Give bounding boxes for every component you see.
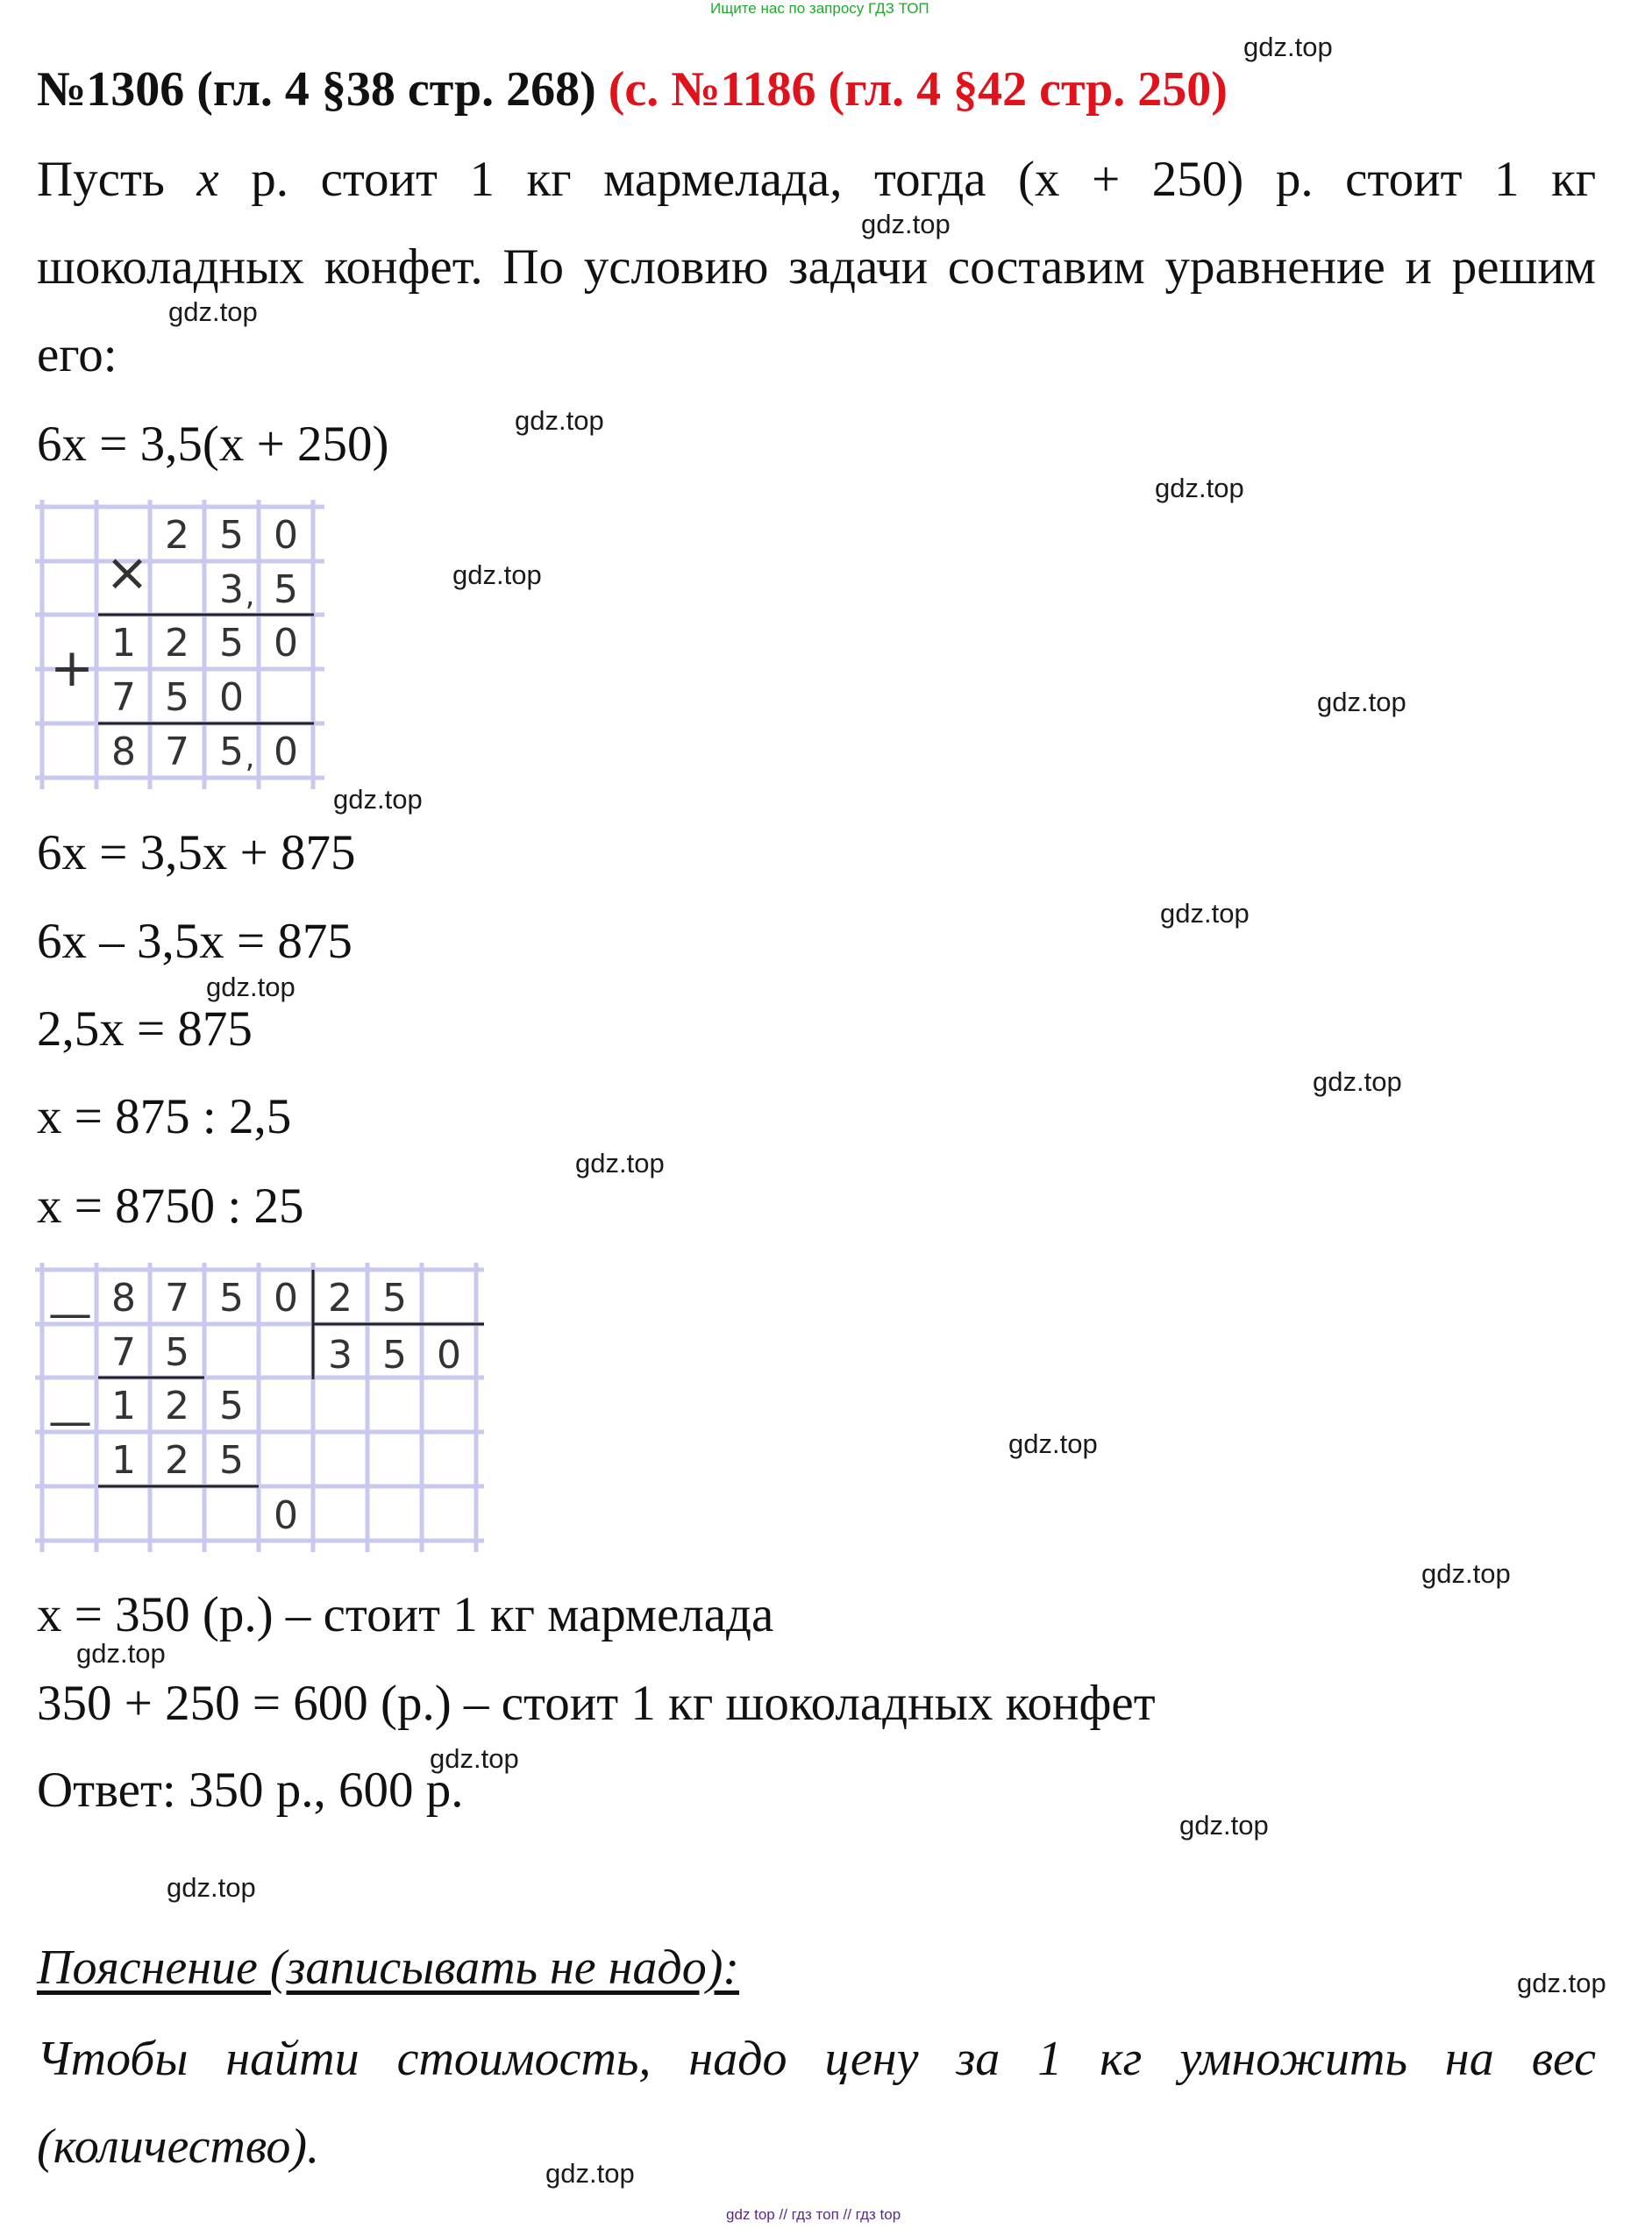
div-digit: 5 [382,1276,407,1321]
page-title [37,61,1228,118]
div-digit: 7 [111,1330,136,1375]
note-text [37,2015,1596,2190]
equation-2: 6x = 3,5x + 875 [37,825,356,880]
answer: Ответ: 350 р., 600 р. [37,1763,464,1818]
equation-1: 6x = 3,5(x + 250) [37,417,389,472]
equation-6: x = 8750 : 25 [37,1179,304,1234]
div-digit: 8 [111,1276,136,1321]
footer[interactable]: gdz top // гдз топ // гдз top [726,2206,901,2223]
title-alt: (с. №1186 (гл. 4 §42 стр. 250) [608,62,1228,117]
watermark: gdz.top [76,1638,166,1669]
div-minus: — [48,1288,92,1339]
note-heading: Пояснение (записывать не надо): [37,1941,740,1995]
mul-digit: 0 [274,513,298,558]
watermark: gdz.top [333,784,423,815]
add-op: + [49,637,95,699]
mul-digit: 2 [165,513,189,558]
div-digit: 0 [437,1333,461,1378]
div-digit: 0 [274,1493,298,1538]
mul-digit: 0 [274,621,298,666]
mul-digit: 3 [219,567,244,612]
div-digit: 0 [274,1276,298,1321]
equation-3: 6x – 3,5x = 875 [37,914,352,969]
mul-digit: 5 [165,675,189,720]
div-digit: 5 [219,1438,244,1483]
mul-digit: 0 [274,730,298,774]
watermark: gdz.top [575,1148,665,1179]
note-line-2: (количество). [37,2119,320,2174]
watermark: gdz.top [1313,1066,1402,1097]
div-digit: 5 [219,1384,244,1428]
mul-comma: , [245,578,255,613]
mul-op: × [104,542,150,603]
mul-comma: , [245,740,255,775]
note-line-1: Чтобы найти стоимость, надо цену за 1 кг умножить на вес [37,2032,1596,2086]
watermark: gdz.top [545,2158,635,2189]
mul-digit: 5 [219,513,244,558]
div-minus: — [48,1396,92,1447]
watermark: gdz.top [1155,473,1244,503]
watermark: gdz.top [1008,1428,1098,1459]
division-grid [35,1263,509,1561]
div-digit: 7 [165,1276,189,1321]
watermark: gdz.top [515,405,604,436]
div-digit: 5 [165,1330,189,1375]
div-digit: 3 [328,1333,352,1378]
div-digit: 1 [111,1384,136,1428]
div-digit: 5 [219,1276,244,1321]
watermark: gdz.top [1243,32,1333,62]
mul-digit: 7 [165,730,189,774]
watermark: gdz.top [1179,1810,1269,1841]
mul-digit: 1 [111,621,136,666]
equation-5: x = 875 : 2,5 [37,1089,292,1144]
watermark: gdz.top [1160,898,1250,929]
mul-digit: 5 [219,621,244,666]
div-digit: 1 [111,1438,136,1483]
watermark: gdz.top [1317,687,1406,717]
intro-paragraph [37,136,1596,399]
watermark: gdz.top [861,209,951,239]
watermark: gdz.top [430,1743,519,1774]
multiplication-grid [35,500,333,798]
div-digit: 2 [328,1276,352,1321]
top-banner[interactable]: Ищите нас по запросу ГДЗ ТОП [710,0,929,17]
mul-digit: 8 [111,730,136,774]
watermark: gdz.top [452,559,542,590]
watermark: gdz.top [167,1872,256,1903]
mul-digit: 5 [219,730,244,774]
intro-line-1: Пусть x р. стоит 1 кг мармелада, тогда (x + 250) р. стоит 1 кг [37,152,1597,207]
equation-4: 2,5x = 875 [37,1001,253,1057]
result-2: 350 + 250 = 600 (р.) – стоит 1 кг шоколадных конфет [37,1676,1156,1731]
div-digit: 2 [165,1384,189,1428]
div-digit: 2 [165,1438,189,1483]
mul-digit: 5 [274,567,298,612]
intro-line-2: шоколадных конфет. По условию задачи составим уравнение и решим [37,239,1596,295]
div-digit: 5 [382,1333,407,1378]
watermark: gdz.top [206,972,296,1002]
watermark: gdz.top [1517,1968,1606,1998]
watermark: gdz.top [1421,1558,1511,1589]
mul-digit: 7 [111,675,136,720]
intro-line-3: его: [37,327,117,382]
watermark: gdz.top [168,296,258,327]
mul-digit: 0 [219,675,244,720]
title-main: №1306 (гл. 4 §38 стр. 268) [37,62,596,117]
mul-digit: 2 [165,621,189,666]
result-1: x = 350 (р.) – стоит 1 кг мармелада [37,1587,774,1642]
